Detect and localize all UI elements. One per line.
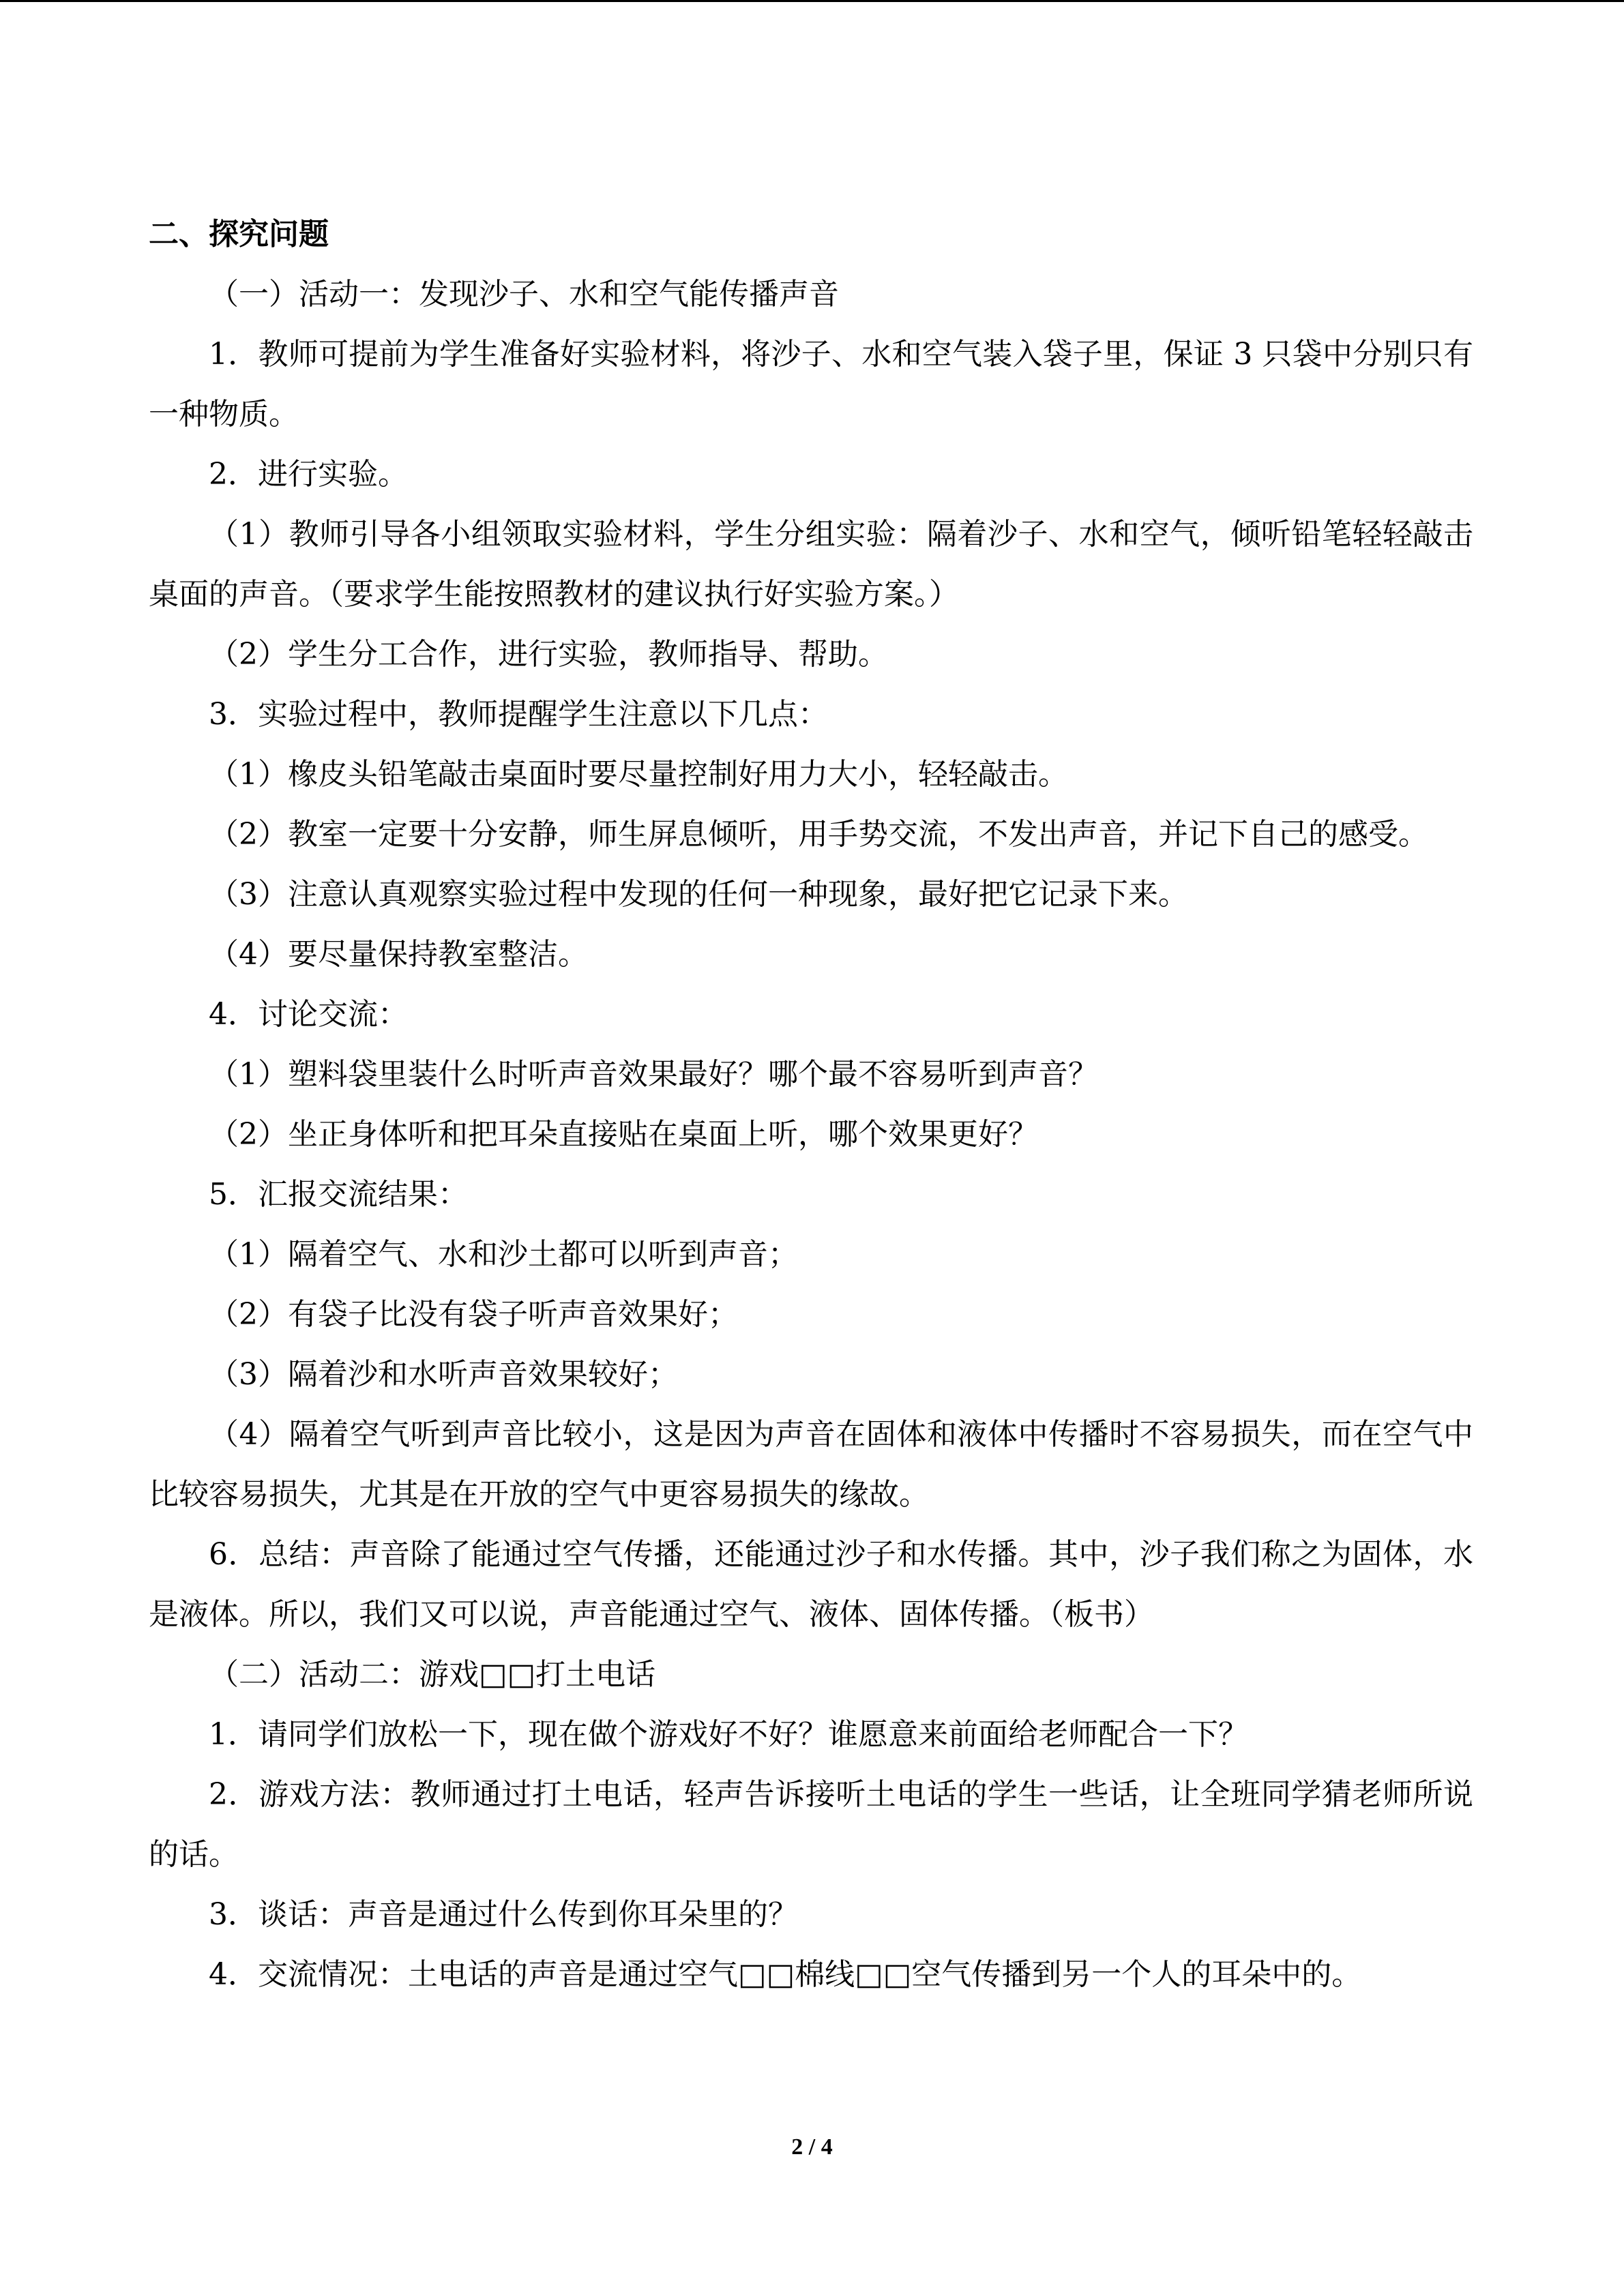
- paragraph-activity2-step4: 4．交流情况：土电话的声音是通过空气□□棉线□□空气传播到另一个人的耳朵中的。: [209, 1957, 1362, 1992]
- paragraph-activity2-step3: 3．谈话：声音是通过什么传到你耳朵里的？: [209, 1897, 798, 1932]
- paragraph-step3-3: （3）注意认真观察实验过程中发现的任何一种现象，最好把它记录下来。: [209, 877, 1188, 912]
- section-heading: 二、探究问题: [149, 217, 329, 252]
- paragraph-step3-4: （4）要尽量保持教室整洁。: [209, 937, 588, 972]
- paragraph-activity2-step2: 2．游戏方法：教师通过打土电话，轻声告诉接听土电话的学生一些话，让全班同学猜老师所说的话。: [149, 1777, 1473, 1872]
- paragraph-step2-2: （2）学生分工合作，进行实验，教师指导、帮助。: [209, 637, 888, 672]
- paragraph-step3-1: （1）橡皮头铅笔敲击桌面时要尽量控制好用力大小，轻轻敲击。: [209, 757, 1068, 792]
- paragraph-step3: 3．实验过程中，教师提醒学生注意以下几点：: [209, 697, 828, 732]
- paragraph-step5-1: （1）隔着空气、水和沙土都可以听到声音；: [209, 1237, 798, 1272]
- paragraph-step2-1: （1）教师引导各小组领取实验材料，学生分组实验：隔着沙子、水和空气，倾听铅笔轻轻敲击桌面的声音。（要求学生能按照教材的建议执行好实验方案。）: [149, 517, 1473, 612]
- paragraph-step6: 6．总结：声音除了能通过空气传播，还能通过沙子和水传播。其中，沙子我们称之为固体，水是液体。所以，我们又可以说，声音能通过空气、液体、固体传播。（板书）: [149, 1537, 1473, 1632]
- top-border-rule: [0, 0, 1624, 2]
- paragraph-step5-4: （4）隔着空气听到声音比较小，这是因为声音在固体和液体中传播时不容易损失，而在空气中比较容易损失，尤其是在开放的空气中更容易损失的缘故。: [149, 1417, 1473, 1512]
- paragraph-activity2-title: （二）活动二：游戏□□打土电话: [209, 1657, 656, 1692]
- document-body: [149, 205, 1473, 2005]
- paragraph-step2: 2．进行实验。: [209, 457, 408, 492]
- paragraph-step5: 5．汇报交流结果：: [209, 1177, 468, 1212]
- paragraph-step4-1: （1）塑料袋里装什么时听声音效果最好？哪个最不容易听到声音？: [209, 1057, 1098, 1092]
- page-number: 2 / 4: [791, 2134, 833, 2160]
- paragraph-step5-2: （2）有袋子比没有袋子听声音效果好；: [209, 1297, 738, 1332]
- paragraph-step4-2: （2）坐正身体听和把耳朵直接贴在桌面上听，哪个效果更好？: [209, 1117, 1038, 1152]
- paragraph-activity1-title: （一）活动一：发现沙子、水和空气能传播声音: [209, 277, 839, 312]
- paragraph-activity2-step1: 1．请同学们放松一下，现在做个游戏好不好？谁愿意来前面给老师配合一下？: [209, 1717, 1248, 1752]
- paragraph-step1: 1．教师可提前为学生准备好实验材料，将沙子、水和空气装入袋子里，保证 3 只袋中分别只有一种物质。: [149, 337, 1473, 432]
- paragraph-step3-2: （2）教室一定要十分安静，师生屏息倾听，用手势交流，不发出声音，并记下自己的感受。: [209, 817, 1428, 852]
- paragraph-step4: 4．讨论交流：: [209, 997, 408, 1032]
- paragraph-step5-3: （3）隔着沙和水听声音效果较好；: [209, 1357, 678, 1392]
